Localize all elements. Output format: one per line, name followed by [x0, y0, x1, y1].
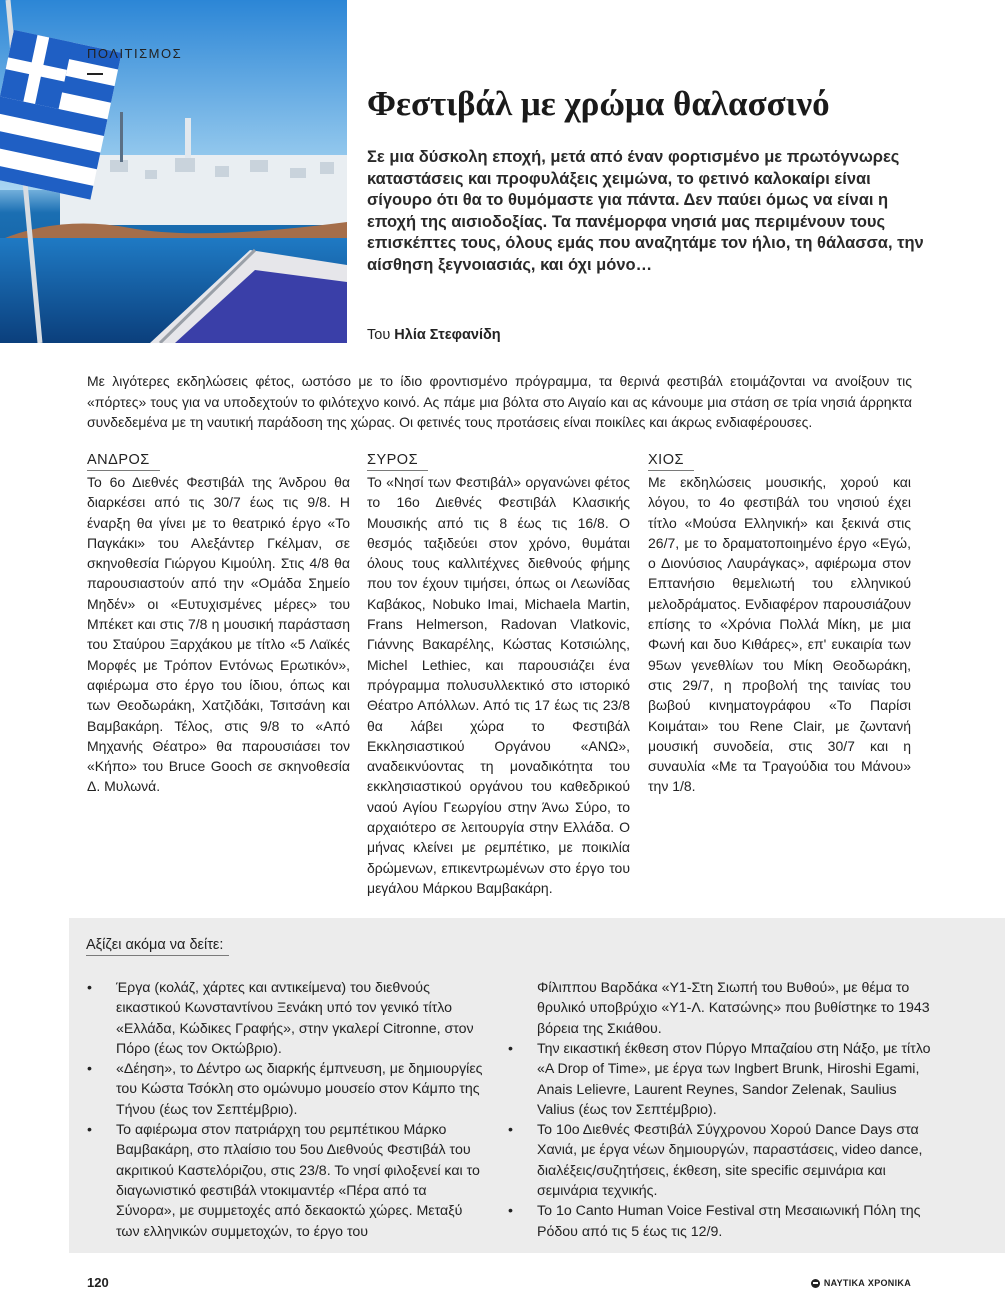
list-item — [87, 1120, 484, 1242]
list-item — [87, 978, 484, 1059]
byline-author: Ηλία Στεφανίδη — [394, 327, 501, 343]
column-text: Το 6ο Διεθνές Φεστιβάλ της Άνδρου θα διαρκέσει από τις 30/7 έως τις 9/8. Η έναρξη θα γίνει με το θεατρικό έργο «Το Παγκάκι» του Αλεξάντερ Γκέλμαν, σε σκηνοθεσία Γιώργου Κιμούλη. Στις 4/8 θα παρουσιαστούν από την «Ομάδα Σημείο Μηδέν» οι «Ευτυχισμένες μέρες» του Μπέκετ και στις 7/8 η μουσική παράσταση του Σταύρου Ξαρχάκου με τίτλο «5 Λαϊκές Μορφές με Τρόπον Εντόνως Ερωτικόν», αφιέρωμα στο έργο του ίδιου, όπως και των Θεοδωράκη, Χατζιδάκι, Τσιτσάνη και Βαμβακάρη. Τέλος, στις 9/8 το «Από Μηχανής Θέατρο» θα παρουσιάσει τον «Κήπο» του Bruce Gooch σε σκηνοθεσία Δ. Μυλωνά. — [87, 474, 350, 795]
box-heading: Αξίζει ακόμα να δείτε: — [86, 936, 229, 956]
list-item-continuation: Φίλιππου Βαρδάκα «Υ1-Στη Σιωπή του Βυθού», με θέμα το θρυλικό υποβρύχιο «Υ1-Λ. Κατσώνης» που βυθίστηκε το 1943 βόρεια της Σκιάθου. — [537, 980, 930, 1037]
column-heading: ΑΝΔΡΟΣ — [87, 451, 160, 471]
intro-paragraph: Με λιγότερες εκδηλώσεις φέτος, ωστόσο με το ίδιο φροντισμένο πρόγραμμα, τα θερινά φεστιβάλ ετοιμάζονται να ανοίξουν τις «πόρτες» τους για να υποδεχτούν το φιλότεχνο κοινό. Ας πάμε μια βόλτα στο Αιγαίο και ας κάνουμε μια στάση σε τρία νησιά άρρηκτα συνδεδεμένα με τη ναυτική παράδοση της χώρας. Οι φετινές τους προτάσεις είναι ποικίλες και άκρως ενδιαφέρουσες. — [87, 373, 912, 430]
list-item-text: Το αφιέρωμα στον πατριάρχη του ρεμπέτικου Μάρκο Βαμβακάρη, στο πλαίσιο του 5ου Διεθνούς Φεστιβάλ του ακριτικού Καστελόριζου, στις 23/8. Το νησί φιλοξενεί και το διαγωνιστικό φεστιβάλ ντοκιμαντέρ «Πέρα από τα Σύνορα», με συμμετοχές από δεκαοκτώ χώρες. Μεταξύ των ελληνικών συμμετοχών, το έργο του — [116, 1122, 480, 1240]
list-item-text: Το 1ο Canto Human Voice Festival στη Μεσαιωνική Πόλη της Ρόδου από τις 5 έως τις 12/9. — [537, 1203, 921, 1240]
bullet-icon: • — [87, 1061, 92, 1078]
column-syros — [367, 451, 630, 898]
list-item — [87, 1059, 484, 1120]
byline-prefix: Του — [367, 327, 395, 343]
list-item — [508, 1120, 937, 1201]
column-heading: ΣΥΡΟΣ — [367, 451, 428, 471]
bullet-icon: • — [87, 980, 92, 996]
bullet-icon: • — [508, 1203, 513, 1220]
brand-name: ΝΑΥΤΙΚΑ ΧΡΟΝΙΚΑ — [823, 1278, 911, 1288]
column-heading: ΧΙΟΣ — [648, 451, 694, 471]
list-item-text: Την εικαστική έκθεση στον Πύργο Μπαζαίου στη Νάξο, με τίτλο «A Drop of Time», με έργα των Ingbert Brunk, Hiroshi Egami, Anais Lelievre, Laurent Reynes, Sandor Zelenak, Saulius Valius (έως τον Σεπτέμβριο). — [537, 1041, 931, 1118]
page-number: 120 — [87, 1275, 109, 1290]
column-text: Το «Νησί των Φεστιβάλ» οργανώνει φέτος το 16ο Διεθνές Φεστιβάλ Κλασικής Μουσικής από τις 8 έως τις 16/8. Ο θεσμός ταξιδεύει στον χρόνο, θυμάται όλους τους καλλιτέχνες διεθνούς φήμης που τον έχουν τιμήσει, όπως οι Λεωνίδας Καβάκος, Nobuko Imai, Michaela Martin, Frans Helmerson, Radovan Vlatkovic, Γιάννης Βακαρέλης, Κώστας Κοτσιώλης, Michel Lethiec, και παρουσιάζει ένα πρόγραμμα πολυσυλλεκτικό στο ιστορικό Θέατρο Απόλλων. Από τις 17 έως τις 23/8 θα λάβει χώρα το Φεστιβάλ Εκκλησιαστικού Οργάνου «ΑΝΩ», αναδεικνύοντας τη μοναδικότητα του εκκλησιαστικού οργάνου του καθεδρικού ναού Αγίου Γεωργίου στην Άνω Σύρο, το αρχαιότερο σε λειτουργία στην Ελλάδα. Ο μήνας κλείνει με ρεμπέτικο, με ποικιλία δρώμενων, επικεντρωμένων στο έργο του μεγάλου Μάρκου Βαμβακάρη. — [367, 474, 630, 896]
list-item-text: «Δέηση», το Δέντρο ως διαρκής έμπνευση, με δημιουργίες του Κώστα Τσόκλη στο ομώνυμο μουσείο στον Κάμπο της Τήνου (έως τον Σεπτέμβριο). — [116, 1061, 483, 1118]
publication-brand — [811, 1278, 911, 1288]
list-item-text: Έργα (κολάζ, χάρτες και αντικείμενα) του διεθνούς εικαστικού Κωνσταντίνου Ξενάκη υπό τον γενικό τίτλο «Ελλάδα, Κώδικες Γραφής», στην γκαλερί Citronne, στον Πόρο (έως τον Οκτώβριο). — [116, 980, 474, 1057]
bullet-list-left — [87, 978, 484, 1242]
also-see-box — [69, 918, 1005, 1253]
article-title: Φεστιβάλ με χρώμα θαλασσινό — [367, 84, 830, 123]
bullet-list-right — [508, 1039, 937, 1242]
brand-logo-icon — [811, 1279, 820, 1288]
list-item-text: Το 10ο Διεθνές Φεστιβάλ Σύγχρονου Χορού Dance Days στα Χανιά, με έργα νέων δημιουργών, παραστάσεις, video dance, διαλέξεις/συζητήσεις, έκθεση, site specific σεμινάρια και σεμινάρια τεχνικής. — [537, 1122, 923, 1200]
section-label: ΠΟΛΙΤΙΣΜΟΣ — [87, 46, 183, 61]
column-text: Με εκδηλώσεις μουσικής, χορού και λόγου, το 4ο φεστιβάλ του νησιού έχει τίτλο «Μούσα Ελληνική» και ξεκινά στις 26/7, με το δραματοποιημένο έργο «Εγώ, ο Διονύσιος Λαυράγκας», αφιέρωμα στον Επτανήσιο θεμελιωτή του ελληνικού μελοδράματος. Ενδιαφέρον παρουσιάζουν επίσης το «Χρόνια Πολλά Μίκη, με μια Φωνή και δυο Κιθάρες», επ' ευκαιρία των 95ων γενεθλίων του Μίκη Θεοδωράκη, στις 29/7, η προβολή της ταινίας του βωβού κινηματογράφου «Το Παρίσι Κοιμάται» του Rene Clair, με ζωντανή μουσική συνοδεία, στις 30/7 και η συναυλία «Με τα Τραγούδια του Μάνου» την 1/8. — [648, 474, 911, 795]
list-item — [508, 1039, 937, 1120]
list-item — [508, 1201, 937, 1242]
section-rule — [87, 73, 103, 75]
bullet-icon: • — [508, 1041, 513, 1057]
bullet-icon: • — [87, 1122, 92, 1139]
article-lead: Σε μια δύσκολη εποχή, μετά από έναν φορτισμένο με πρωτόγνωρες καταστάσεις και προφυλάξεις χειμώνα, το φετινό καλοκαίρι είναι σίγουρο ότι θα το θυμόμαστε για πάντα. Δεν παύει όμως να είναι η εποχή της αισιοδοξίας. Τα πανέμορφα νησιά μας περιμένουν τους επισκέπτες τους, όλους εμάς που αναζητάμε τον ήλιο, τη θάλασσα, την αίσθηση ξεγνοιασιάς, και όχι μόνο… — [367, 148, 924, 274]
column-andros — [87, 451, 350, 797]
bullet-icon: • — [508, 1122, 513, 1139]
byline — [367, 327, 501, 343]
column-chios — [648, 451, 911, 797]
